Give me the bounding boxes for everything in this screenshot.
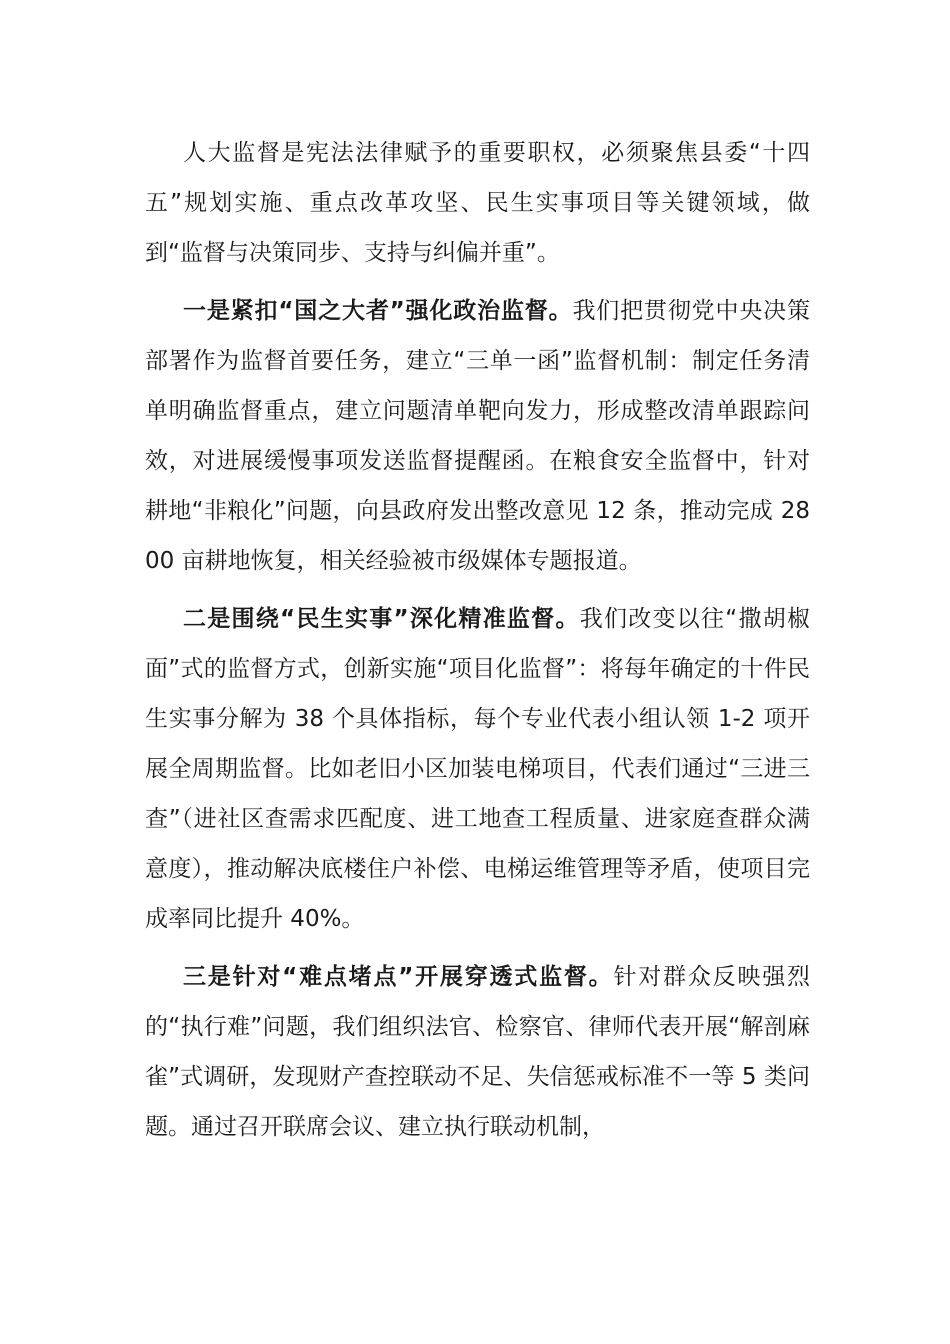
paragraph-text: 我们改变以往“撒胡椒面”式的监督方式，创新实施“项目化监督”：将每年确定的十件民生实事分解为 38 个具体指标，每个专业代表小组认领 1-2 项开展全周期监督。比如老旧小区加装电梯项目，代表们通过“三进三查”（进社区查需求匹配度、进工地查工程质量、进家庭查群众满意度），推动解决底楼住户补偿、电梯运维管理等矛盾，使项目完成率同比提升 40%。 — [145, 606, 811, 932]
paragraph-political-supervision — [145, 286, 810, 586]
paragraph-text: 针对群众反映强烈的“执行难”问题，我们组织法官、检察官、律师代表开展“解剖麻雀”式调研，发现财产查控联动不足、失信惩戒标准不一等 5 类问题。通过召开联席会议、建立执行联动机制， — [145, 964, 811, 1140]
paragraph-lead: 三是针对“难点堵点”开展穿透式监督。 — [183, 964, 614, 990]
document-body — [145, 128, 810, 1160]
paragraph-text: 我们把贯彻党中央决策部署作为监督首要任务，建立“三单一函”监督机制：制定任务清单明确监督重点，建立问题清单靶向发力，形成整改清单跟踪问效，对进展缓慢事项发送监督提醒函。在粮食安全监督中，针对耕地“非粮化”问题，向县政府发出整改意见 12 条，推动完成 2800 亩耕地恢复，相关经验被市级媒体专题报道。 — [145, 298, 811, 574]
paragraph-intro — [145, 128, 810, 278]
paragraph-penetrating-supervision — [145, 952, 810, 1152]
paragraph-lead: 二是围绕“民生实事”深化精准监督。 — [183, 606, 580, 632]
paragraph-livelihood-supervision — [145, 594, 810, 944]
paragraph-text: 人大监督是宪法法律赋予的重要职权，必须聚焦县委“十四五”规划实施、重点改革攻坚、民生实事项目等关键领域，做到“监督与决策同步、支持与纠偏并重”。 — [145, 140, 810, 266]
paragraph-lead: 一是紧扣“国之大者”强化政治监督。 — [183, 298, 573, 324]
